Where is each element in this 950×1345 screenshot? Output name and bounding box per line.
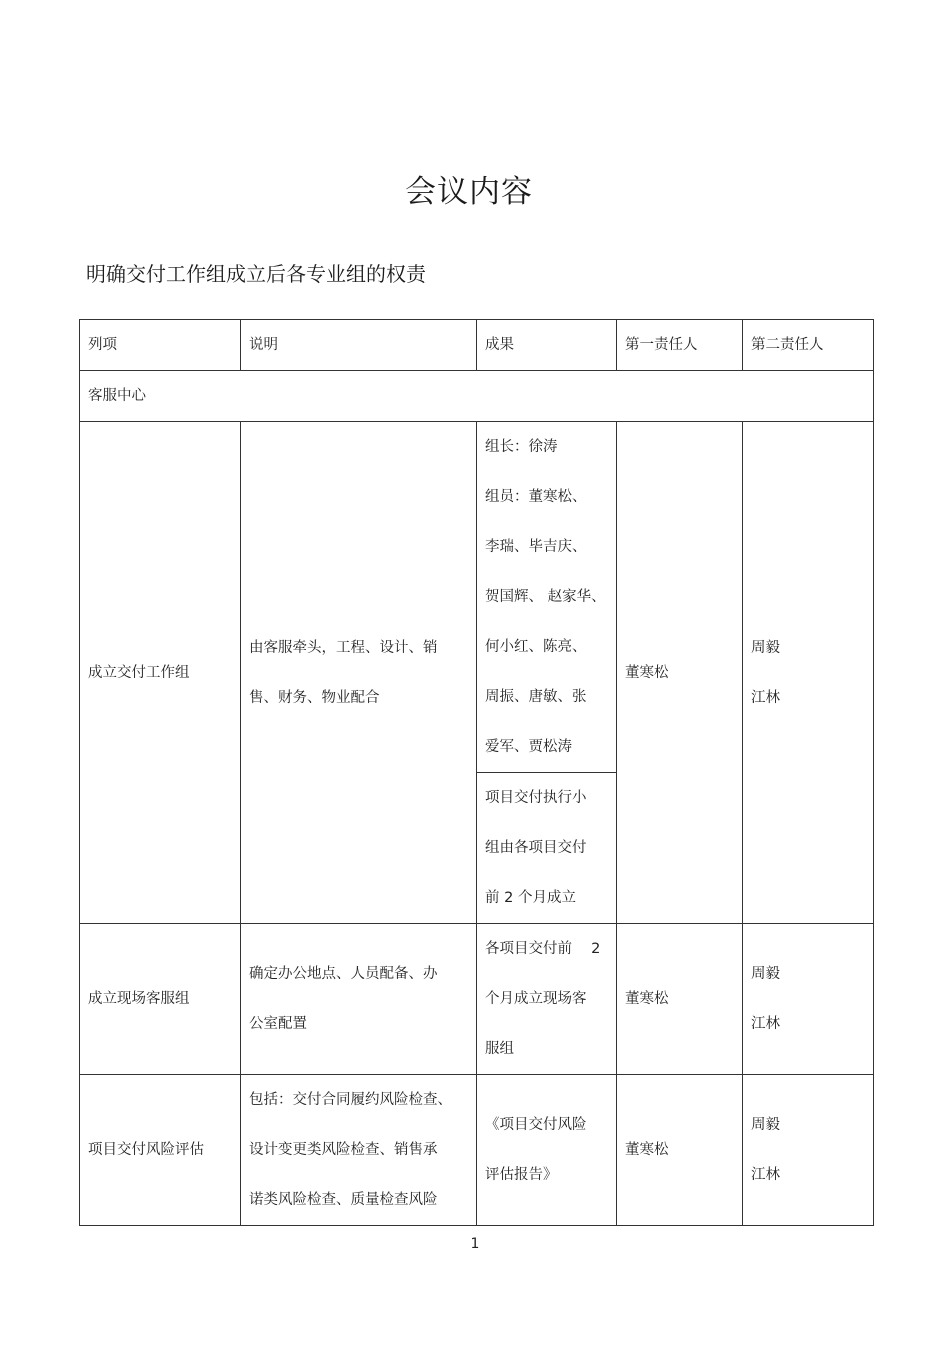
result-line: 各项目交付前 2 <box>485 941 601 957</box>
owner-line: 江林 <box>751 1167 780 1183</box>
header-item: 列项 <box>80 320 241 371</box>
result-line: 组长：徐涛 <box>485 439 558 455</box>
row-desc <box>241 1075 477 1226</box>
row-result <box>477 422 617 773</box>
table-row <box>80 422 874 773</box>
owner-line: 周毅 <box>751 639 780 656</box>
result-line: 周振、唐敏、张 <box>485 689 587 705</box>
row-first-owner: 董寒松 <box>617 924 743 1075</box>
row-second-owner <box>743 924 874 1075</box>
result-line: 评估报告》 <box>485 1167 558 1183</box>
result-line: 组由各项目交付 <box>485 840 587 856</box>
table-row <box>80 1075 874 1226</box>
row-result <box>477 1075 617 1226</box>
page-number: 1 <box>470 1236 480 1252</box>
header-second-owner: 第二责任人 <box>743 320 874 371</box>
owner-line: 江林 <box>751 689 780 706</box>
row-result <box>477 773 617 924</box>
result-line: 李瑞、毕吉庆、 <box>485 539 587 555</box>
table-row <box>80 924 874 1075</box>
header-desc: 说明 <box>241 320 477 371</box>
owner-line: 周毅 <box>751 966 780 982</box>
header-first-owner: 第一责任人 <box>617 320 743 371</box>
row-item: 成立交付工作组 <box>80 422 241 924</box>
section-row <box>80 371 874 422</box>
row-desc <box>241 422 477 924</box>
desc-line: 设计变更类风险检查、销售承 <box>249 1142 438 1158</box>
result-line: 《项目交付风险 <box>485 1117 587 1133</box>
row-result <box>477 924 617 1075</box>
desc-line: 售、财务、物业配合 <box>249 689 380 706</box>
row-desc <box>241 924 477 1075</box>
row-first-owner: 董寒松 <box>617 1075 743 1226</box>
row-item: 项目交付风险评估 <box>80 1075 241 1226</box>
result-line: 个月成立现场客 <box>485 991 587 1007</box>
desc-line: 由客服牵头，工程、设计、销 <box>249 639 438 656</box>
desc-line: 诺类风险检查、质量检查风险 <box>249 1192 438 1208</box>
result-line: 项目交付执行小 <box>485 790 587 806</box>
row-second-owner <box>743 1075 874 1226</box>
result-line: 服组 <box>485 1041 514 1057</box>
result-line: 爱军、贾松涛 <box>485 739 572 755</box>
responsibility-table <box>79 319 874 1226</box>
page-title: 会议内容 <box>405 174 533 210</box>
row-second-owner <box>743 422 874 924</box>
desc-line: 包括：交付合同履约风险检查、 <box>249 1092 452 1108</box>
owner-line: 江林 <box>751 1016 780 1032</box>
owner-line: 周毅 <box>751 1117 780 1133</box>
result-line: 前 2 个月成立 <box>485 890 576 906</box>
section-subtitle: 明确交付工作组成立后各专业组的权责 <box>86 262 426 286</box>
result-line: 何小红、陈亮、 <box>485 639 587 655</box>
result-line: 贺国辉、 赵家华、 <box>485 589 606 605</box>
section-label: 客服中心 <box>80 371 874 422</box>
desc-line: 公室配置 <box>249 1016 307 1032</box>
desc-line: 确定办公地点、人员配备、办 <box>249 966 438 982</box>
table-header-row <box>80 320 874 371</box>
header-result: 成果 <box>477 320 617 371</box>
row-item: 成立现场客服组 <box>80 924 241 1075</box>
result-line: 组员：董寒松、 <box>485 489 587 505</box>
row-first-owner: 董寒松 <box>617 422 743 924</box>
